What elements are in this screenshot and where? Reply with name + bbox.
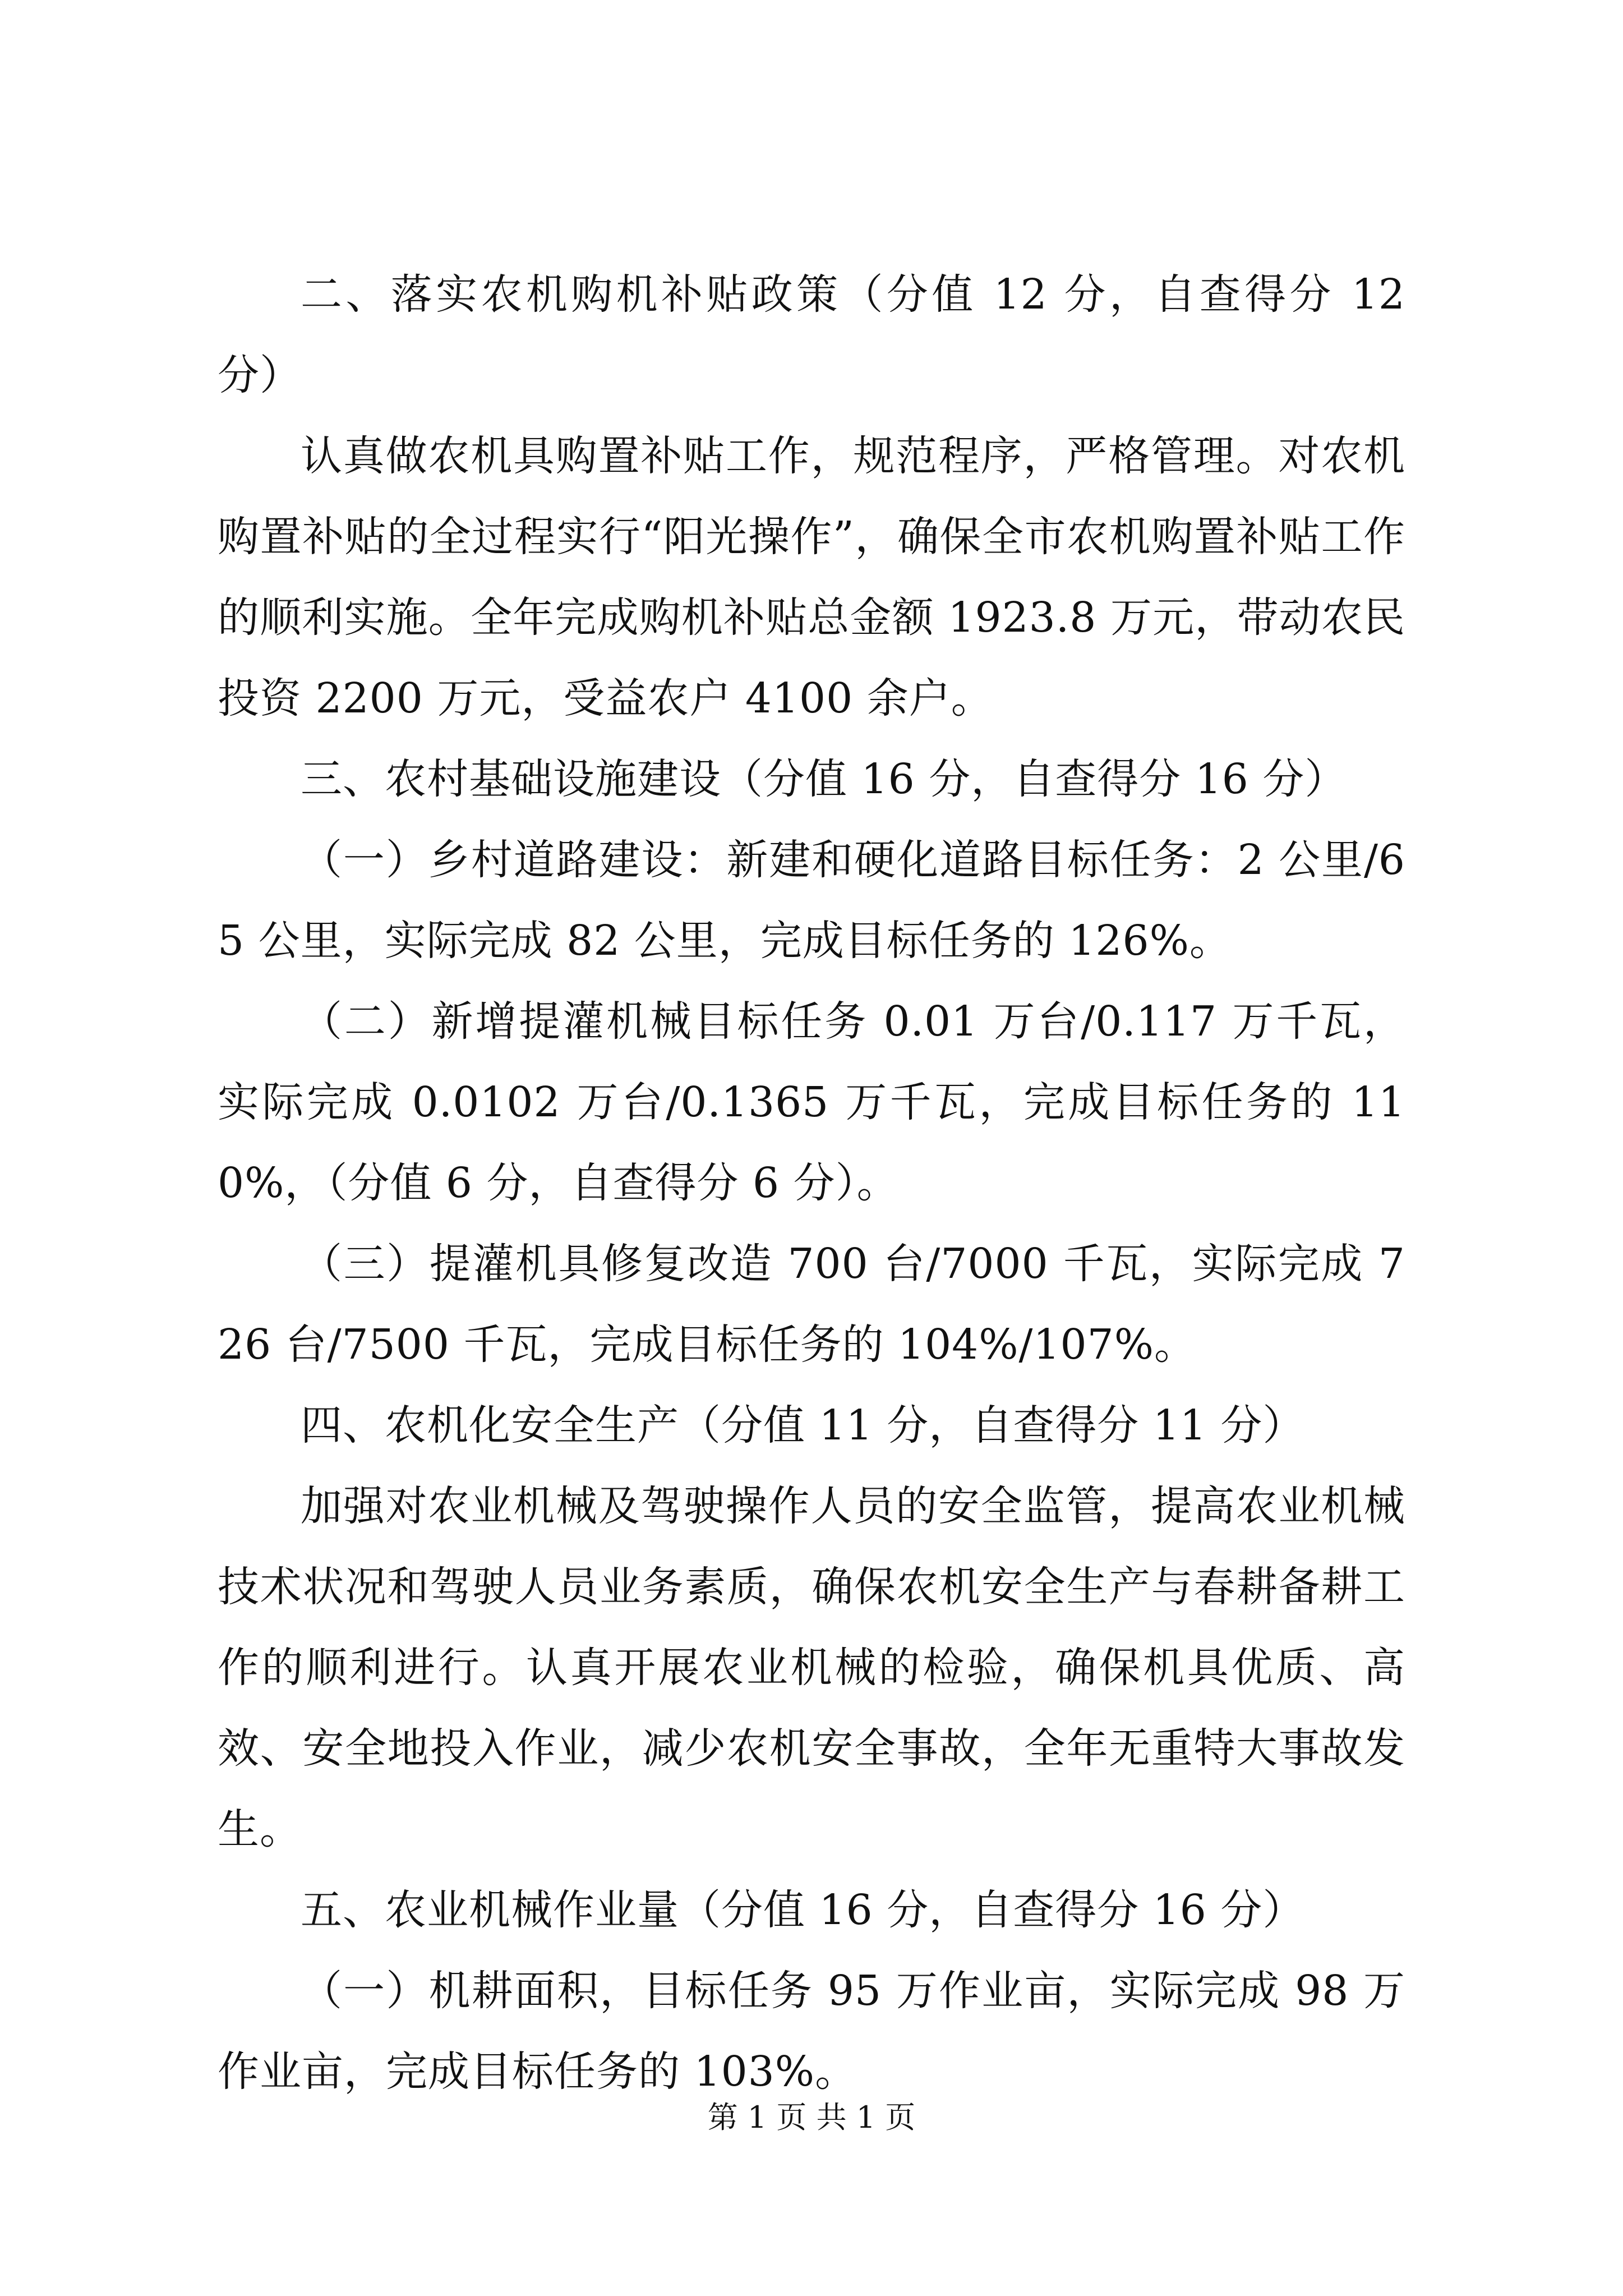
section-heading-2: 二、落实农机购机补贴政策（分值 12 分，自查得分 12 分） [218,270,1405,399]
paragraph-road-construction: （一）乡村道路建设：新建和硬化道路目标任务：2 公里/65 公里，实际完成 82 公里，完成目标任务的 126%。 [218,836,1405,965]
section-heading-4: 四、农机化安全生产（分值 11 分，自查得分 11 分） [301,1401,1305,1450]
document-body [218,254,1405,2112]
paragraph-subsidy: 认真做农机具购置补贴工作，规范程序，严格管理。对农机购置补贴的全过程实行“阳光操作”，确保全市农机购置补贴工作的顺利实施。全年完成购机补贴总金额 1923.8 万元，带动农民投资 2200 万元，受益农户 4100 余户。 [218,432,1405,723]
section-heading-5: 五、农业机械作业量（分值 16 分，自查得分 16 分） [301,1886,1305,1934]
paragraph-irrigation-machinery: （二）新增提灌机械目标任务 0.01 万台/0.117 万千瓦，实际完成 0.0102 万台/0.1365 万千瓦，完成目标任务的 110%，（分值 6 分，自查得分 6 分）。 [218,997,1405,1207]
page-footer: 第 1 页 共 1 页 [707,2100,916,2135]
paragraph-safety: 加强对农业机械及驾驶操作人员的安全监管，提高农业机械技术状况和驾驶人员业务素质，确保农机安全生产与春耕备耕工作的顺利进行。认真开展农业机械的检验，确保机具优质、高效、安全地投入作业，减少农机安全事故，全年无重特大事故发生。 [218,1482,1405,1853]
paragraph-irrigation-repair: （三）提灌机具修复改造 700 台/7000 千瓦，实际完成 726 台/7500 千瓦，完成目标任务的 104%/107%。 [218,1240,1405,1369]
section-heading-3: 三、农村基础设施建设（分值 16 分，自查得分 16 分） [301,755,1347,803]
paragraph-plowing-area: （一）机耕面积，目标任务 95 万作业亩，实际完成 98 万作业亩，完成目标任务的 103%。 [218,1967,1405,2096]
